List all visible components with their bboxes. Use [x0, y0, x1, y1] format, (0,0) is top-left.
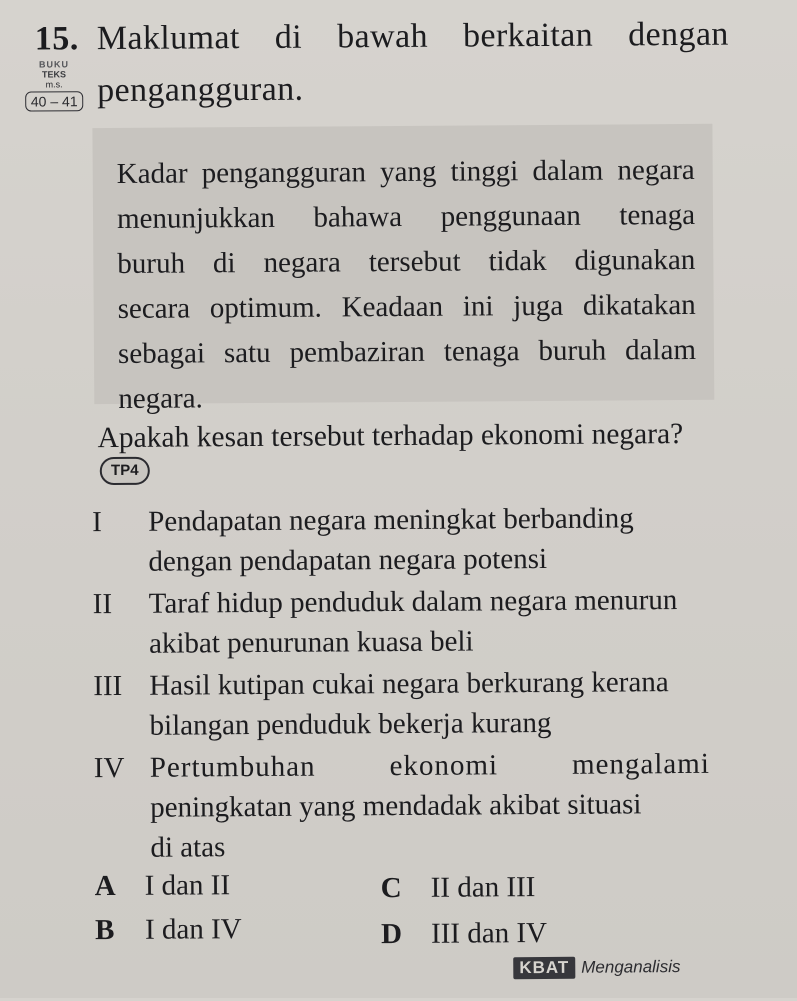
statement-number: IV [93, 751, 125, 785]
badge-label-buku: BUKU [38, 59, 69, 70]
statement-line: akibat penurunan kuasa beli [148, 625, 474, 660]
question-stem-line-2: pengangguran. [97, 70, 304, 110]
statement-line: Pendapatan negara meningkat berbanding [148, 502, 634, 538]
info-passage-box [92, 124, 714, 415]
option-letter: A [94, 869, 116, 903]
passage-line: sebagai satu pembaziran tenaga buruh dalam [117, 333, 697, 370]
question-prompt: Apakah kesan tersebut terhadap ekonomi negara? [97, 418, 684, 455]
passage-line: secara optimum. Keadaan ini juga dikatakan [117, 288, 696, 325]
statement-item [93, 666, 713, 742]
passage-line: menunjukkan bahawa penggunaan tenaga [116, 198, 696, 235]
statement-number: II [92, 588, 113, 621]
textbook-reference-badge [25, 60, 83, 111]
option-text: I dan IV [144, 913, 242, 946]
option-text: II dan III [430, 871, 536, 904]
option-text: I dan II [144, 869, 231, 902]
option-letter: C [380, 871, 402, 905]
option-b[interactable] [95, 913, 242, 947]
statement-item [93, 747, 714, 864]
statement-number: III [93, 669, 123, 703]
option-text: III dan IV [430, 916, 548, 950]
passage-line: negara. [118, 382, 203, 415]
statement-line: dengan pendapatan negara potensi [148, 542, 548, 578]
badge-label-ms: m.s. [45, 79, 63, 90]
option-a[interactable] [95, 869, 231, 903]
statement-line: bilangan penduduk bekerja kurang [149, 706, 552, 742]
statement-line: Hasil kutipan cukai negara berkurang kerana [149, 666, 669, 702]
tp-level-badge: TP4 [100, 457, 150, 485]
kbat-badge: KBAT [513, 957, 575, 979]
statement-number: I [92, 506, 102, 539]
statement-line: di atas [150, 831, 226, 864]
kbat-skill-label: Menganalisis [581, 957, 681, 977]
option-d[interactable] [381, 917, 547, 951]
statement-item [92, 502, 712, 578]
statement-item [92, 584, 713, 660]
kbat-footer [513, 956, 680, 979]
statement-line: peningkatan yang mendadak akibat situasi [150, 788, 642, 824]
option-letter: D [380, 917, 403, 951]
statement-line: Pertumbuhan ekonomi mengalami [149, 747, 710, 784]
option-c[interactable] [381, 871, 536, 905]
badge-label-teks: TEKS [41, 69, 67, 80]
option-letter: B [94, 913, 115, 947]
passage-line: buruh di negara tersebut tidak digunakan [117, 243, 696, 280]
question-number: 15. [34, 20, 79, 58]
passage-line: Kadar pengangguran yang tinggi dalam negara [116, 153, 695, 190]
statement-line: Taraf hidup penduduk dalam negara menurun [148, 584, 678, 620]
question-stem-line-1: Maklumat di bawah berkaitan dengan [96, 15, 729, 58]
badge-page-range: 40 – 41 [25, 91, 83, 111]
